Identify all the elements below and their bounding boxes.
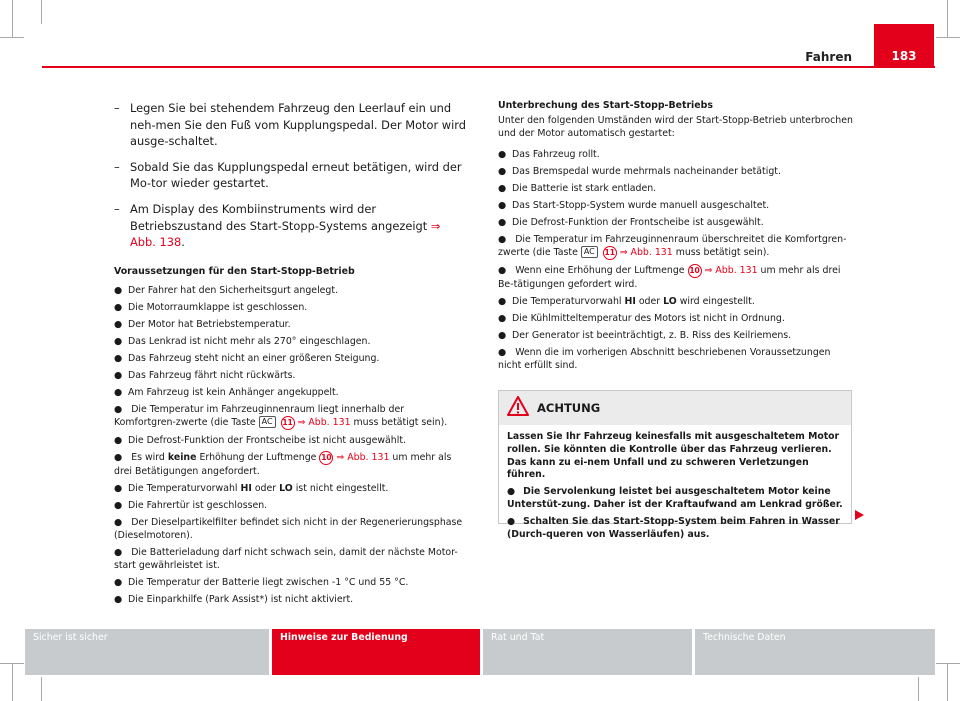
list-item	[498, 329, 854, 342]
list-item-text: muss betätigt sein).	[675, 247, 770, 258]
dash-item	[114, 159, 468, 192]
list-item	[114, 451, 468, 478]
emphasis: HI	[624, 296, 636, 307]
list-item-text: Die Temperaturvorwahl	[128, 482, 238, 494]
dash-item-text: Sobald Sie das Kupplungspedal erneut betätigen, wird der Mo-tor wieder gestartet.	[130, 159, 462, 191]
bullet-dot: ●	[498, 330, 507, 341]
crop-mark	[0, 663, 24, 664]
continue-arrow-icon	[855, 510, 864, 520]
list-item-text: Die Defrost-Funktion der Frontscheibe ist ausgewählt.	[512, 217, 764, 228]
right-column	[498, 99, 854, 376]
list-item	[498, 295, 854, 308]
list-item	[498, 346, 854, 372]
bullet-dot: ●	[114, 369, 123, 381]
footer-tab-operation[interactable]: Hinweise zur Bedienung	[272, 629, 480, 675]
list-item-text: Die Temperatur der Batterie liegt zwischen -1 °C und 55 °C.	[128, 576, 409, 588]
list-item	[114, 403, 468, 430]
bullet-dot: ●	[114, 451, 123, 463]
bullet-dot: ●	[114, 546, 123, 558]
bullet-dot: ●	[114, 576, 123, 588]
list-item-text: Die Temperatur im Fahrzeuginnenraum liegt innerhalb der Komfortgren-zwerte (die Taste	[114, 403, 405, 428]
bullet-dot: ●	[498, 265, 507, 276]
bullet-dot: ●	[114, 516, 123, 528]
list-item-text: Der Motor hat Betriebstemperatur.	[128, 318, 291, 330]
list-item-text: Die Motorraumklappe ist geschlossen.	[128, 301, 308, 313]
list-item-text: Das Start-Stopp-System wurde manuell ausgeschaltet.	[512, 200, 770, 211]
list-item-text: Wenn die im vorherigen Abschnitt beschriebenen Voraussetzungen nicht erfüllt sind.	[498, 347, 831, 371]
list-item-text: Die Defrost-Funktion der Frontscheibe ist nicht ausgewählt.	[128, 434, 406, 446]
crop-mark	[936, 37, 960, 38]
page-title: Fahren	[805, 50, 852, 64]
list-item	[114, 499, 468, 512]
list-item-text: oder	[638, 296, 661, 307]
footer-tab-technical[interactable]: Technische Daten	[695, 629, 935, 675]
crop-mark	[41, 677, 42, 701]
section-title: Unterbrechung des Start-Stopp-Betriebs	[498, 100, 713, 111]
bullet-dot: ●	[498, 149, 507, 160]
list-item-text: Die Fahrertür ist geschlossen.	[128, 499, 268, 511]
list-item	[498, 233, 854, 260]
crop-mark	[41, 0, 42, 24]
figure-link[interactable]: ⇒ Abb. 131	[297, 416, 351, 428]
bullet-dot: ●	[114, 482, 123, 494]
list-item-text: Der Generator ist beeinträchtigt, z. B. Riss des Keilriemens.	[512, 330, 792, 341]
period: .	[181, 235, 185, 250]
dash-item-text: Am Display des Kombiinstruments wird der Betriebszustand des Start-Stopp-Systems angezeigt	[130, 201, 428, 233]
list-item-text: wird eingestellt.	[679, 296, 755, 307]
section-intro: Unter den folgenden Umständen wird der Start-Stopp-Betrieb unterbrochen und der Motor automatisch gestartet:	[498, 115, 853, 139]
list-item	[498, 148, 854, 161]
list-item-text: Der Dieselpartikelfilter befindet sich nicht in der Regenerierungsphase (Dieselmotoren).	[114, 516, 463, 541]
list-item	[114, 369, 468, 382]
bullet-dot: ●	[114, 318, 123, 330]
bullet-dot: ●	[507, 515, 516, 527]
warning-intro: Lassen Sie Ihr Fahrzeug keinesfalls mit ausgeschaltetem Motor rollen. Sie könnten die Kontrolle über das Fahrzeug verlieren. Das kann zu ei-nem Unfall und zu schweren Verletzungen führen.	[507, 431, 840, 481]
footer-tab-safety[interactable]: Sicher ist sicher	[25, 629, 269, 675]
list-item	[114, 352, 468, 365]
warning-body	[499, 425, 851, 551]
list-item	[114, 335, 468, 348]
list-item-text: ist nicht eingestellt.	[295, 482, 389, 494]
bullet-dot: ●	[498, 313, 507, 324]
list-item-text: Die Einparkhilfe (Park Assist*) ist nicht aktiviert.	[128, 593, 354, 605]
list-item	[114, 386, 468, 399]
list-item-text: Das Fahrzeug steht nicht an einer größeren Steigung.	[128, 352, 380, 364]
list-item-text: Erhöhung der Luftmenge	[199, 451, 317, 463]
list-item-text: Die Temperaturvorwahl	[512, 296, 622, 307]
list-item	[114, 301, 468, 314]
warning-title: ACHTUNG	[537, 401, 601, 415]
dash-marker: –	[114, 159, 120, 174]
list-item-text: Die Batterieladung darf nicht schwach sein, damit der nächste Motor-start gewährleistet ist.	[114, 546, 458, 571]
crop-mark	[0, 37, 24, 38]
bullet-dot: ●	[507, 486, 516, 498]
list-item	[498, 264, 854, 291]
bullet-dot: ●	[498, 296, 507, 307]
list-item-text: um mehr als drei Betätigungen angefordert.	[114, 451, 452, 477]
dash-marker: –	[114, 101, 120, 115]
warning-triangle-icon	[507, 396, 529, 420]
warning-header	[499, 391, 851, 425]
figure-link[interactable]: ⇒ Abb. 131	[704, 265, 758, 276]
callout-10-icon: 10	[319, 451, 333, 465]
warning-bullet	[507, 486, 843, 512]
bullet-dot: ●	[114, 284, 123, 296]
section-title: Voraussetzungen für den Start-Stopp-Betrieb	[114, 265, 355, 277]
warning-bullet	[507, 516, 843, 542]
list-item-text: Das Fahrzeug rollt.	[512, 149, 600, 160]
list-item-text: Die Kühlmitteltemperatur des Motors ist nicht in Ordnung.	[512, 313, 785, 324]
list-item	[114, 284, 468, 297]
bullet-dot: ●	[114, 352, 123, 364]
list-item	[114, 318, 468, 331]
bullet-dot: ●	[498, 217, 507, 228]
list-item	[114, 516, 468, 542]
list-item	[114, 576, 468, 589]
list-item-text: Wenn eine Erhöhung der Luftmenge	[515, 265, 685, 276]
figure-link[interactable]: ⇒ Abb. 138	[130, 218, 441, 250]
crop-mark	[12, 0, 13, 38]
list-item	[498, 182, 854, 195]
emphasis: keine	[167, 451, 197, 463]
crop-mark	[947, 0, 948, 38]
emphasis: LO	[663, 296, 677, 307]
list-item-text: Das Bremspedal wurde mehrmals nacheinander betätigt.	[512, 166, 781, 177]
bullet-dot: ●	[114, 403, 123, 415]
ac-key-icon: AC	[259, 416, 276, 428]
left-column	[114, 100, 468, 610]
list-item-text: Das Lenkrad ist nicht mehr als 270° eingeschlagen.	[128, 335, 371, 347]
list-item-text: Das Fahrzeug fährt nicht rückwärts.	[128, 369, 296, 381]
bullet-dot: ●	[498, 166, 507, 177]
list-item	[498, 199, 854, 212]
bullet-dot: ●	[114, 499, 123, 511]
conditions-section	[114, 265, 468, 606]
crop-mark	[12, 663, 13, 701]
emphasis: HI	[240, 482, 252, 494]
dash-marker: –	[114, 201, 120, 216]
list-item	[114, 593, 468, 606]
bullet-dot: ●	[498, 347, 507, 358]
footer-tab-advice[interactable]: Rat und Tat	[483, 629, 692, 675]
bullet-dot: ●	[498, 234, 507, 245]
emphasis: LO	[279, 482, 293, 494]
header-rule	[42, 66, 935, 68]
list-item	[498, 312, 854, 325]
dash-item	[114, 100, 468, 150]
list-item-text: um mehr als drei Be-tätigungen gefordert wird.	[498, 265, 841, 290]
warning-box	[498, 390, 852, 540]
callout-11-icon: 11	[603, 246, 617, 260]
list-item	[114, 482, 468, 495]
page-number: 183	[874, 24, 934, 68]
list-item-text: Die Temperatur im Fahrzeuginnenraum überschreitet die Komfortgren-zwerte (die Taste	[498, 234, 847, 258]
list-item-text: Die Batterie ist stark entladen.	[512, 183, 657, 194]
list-item	[114, 434, 468, 447]
list-item	[114, 546, 468, 572]
crop-mark	[918, 677, 919, 701]
callout-10-icon: 10	[688, 264, 702, 278]
bullet-dot: ●	[114, 434, 123, 446]
crop-mark	[936, 663, 960, 664]
list-item-text: muss betätigt sein).	[353, 416, 448, 428]
list-item	[498, 165, 854, 178]
bullet-dot: ●	[114, 386, 123, 398]
crop-mark	[947, 663, 948, 701]
bullet-dot: ●	[114, 301, 123, 313]
callout-11-icon: 11	[281, 416, 295, 430]
bullet-dot: ●	[114, 593, 123, 605]
figure-link[interactable]: ⇒ Abb. 131	[619, 247, 673, 258]
dash-item	[114, 201, 468, 251]
list-item-text: Es wird	[131, 451, 165, 463]
warning-bullet-text: Die Servolenkung leistet bei ausgeschaltetem Motor keine Unterstüt-zung. Daher ist der Kraftaufwand am Lenkrad größer.	[507, 486, 843, 510]
warning-bullet-text: Schalten Sie das Start-Stopp-System beim Fahren in Wasser (Durch-queren von Wasserläufen) aus.	[507, 515, 840, 540]
list-item	[498, 216, 854, 229]
bullet-dot: ●	[498, 183, 507, 194]
list-item-text: Der Fahrer hat den Sicherheitsgurt angelegt.	[128, 284, 339, 296]
ac-key-icon: AC	[581, 246, 598, 258]
list-item-text: oder	[254, 482, 277, 494]
list-item-text: Am Fahrzeug ist kein Anhänger angekuppelt.	[128, 386, 339, 398]
bullet-dot: ●	[498, 200, 507, 211]
bullet-dot: ●	[114, 335, 123, 347]
figure-link[interactable]: ⇒ Abb. 131	[336, 451, 390, 463]
dash-item-text: Legen Sie bei stehendem Fahrzeug den Leerlauf ein und neh-men Sie den Fuß vom Kupplungspedal. Der Motor wird ausge-schaltet.	[130, 101, 466, 149]
